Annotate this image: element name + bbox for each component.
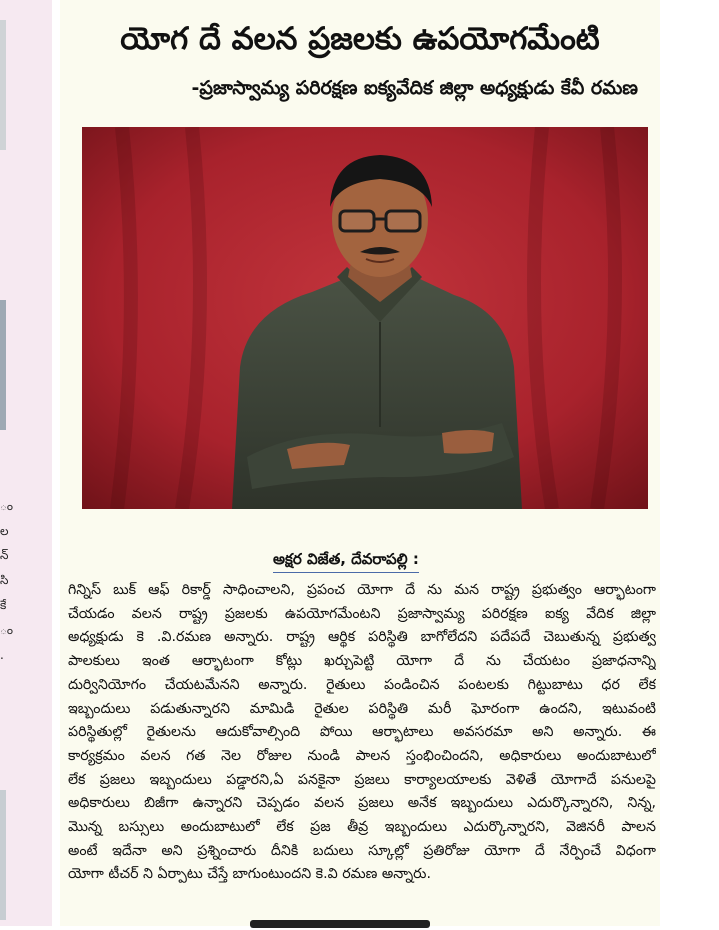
body-line: గిన్నిస్ బుక్ ఆఫ్ రికార్డ్ సాధించాలని, ప్రపంచ యోగా దే ను మన రాష్ట్ర ప్రభుత్వం ఆర్భాటంగా — [68, 582, 656, 598]
body-line: అధ్యక్షుడు కె .వి.రమణ అన్నారు. రాష్ట్ర ఆర్థిక పరిస్థితి బాగోలేదని పదేపదే చెబుతున్న ప్రభుత్వ — [68, 629, 656, 646]
article-subheadline: -ప్రజాస్వామ్య పరిరక్షణ ఐక్యవేదిక జిల్లా అధ్యక్షుడు కేవీ రమణ — [191, 77, 638, 99]
body-line: ఇబ్బందులు పడుతున్నారని మామిడి రైతుల పరిస్థితి మరీ ఘోరంగా ఉందని, ఇటువంటి — [68, 700, 656, 717]
news-article — [60, 0, 660, 926]
adjacent-text-fragment: న్ — [0, 548, 9, 562]
article-body — [68, 579, 656, 887]
body-line: అధికారులు బిజీగా ఉన్నారని చెప్పడం వలన ప్రజలు అనేక ఇబ్బందులు ఎదుర్కొన్నారని, నిన్న, — [68, 795, 656, 812]
next-article-headline-cropped — [250, 910, 550, 930]
body-line: చేయడం వలన రాష్ట్ర ప్రజలకు ఉపయోగమేంటని ప్రజాస్వామ్య పరిరక్షణ ఐక్య వేదిక జిల్లా — [68, 605, 656, 622]
body-line: దుర్వినియోగం చేయటమేనని అన్నారు. రైతులు పండించిన పంటలకు గిట్టుబాటు ధర లేక — [68, 676, 656, 693]
article-byline: అక్షర విజేత, దేవరాపల్లి : — [273, 548, 419, 573]
adjacent-text-fragment: సి — [0, 573, 9, 587]
body-line: అంటే ఇదేనా అని ప్రశ్నించారు దీనికి బదులు స్కూల్లో ప్రతిరోజు యోగా దే నేర్పించే విధంగా — [68, 842, 656, 859]
adjacent-text-fragment: కే — [0, 598, 7, 612]
body-line: లేక ప్రజలు ఇబ్బందులు పడ్డారని,ఏ పనకైనా ప్రజలు కార్యాలయాలకు వెళితే యోగాదే పనులపై — [68, 771, 656, 788]
adjacent-text-fragment: . — [0, 648, 4, 662]
adjacent-text-fragment: ల — [0, 524, 9, 538]
adjacent-text-fragment: ం — [0, 623, 14, 637]
article-headline: యోగ దే వలన ప్రజలకు ఉపయోగమేంటి — [120, 21, 600, 57]
body-line: పరిస్థితుల్లో రైతులను ఆదుకోవాల్సింది పోయి ఆర్భాటాలు అవసరమా అని అన్నారు. ఈ — [68, 724, 656, 741]
portrait-illustration — [82, 127, 648, 509]
body-line: కార్యక్రమం వలన గత నెల రోజుల నుండి పాలన స్తంభించిందని, అధికారులు అందుబాటులో — [68, 747, 656, 764]
adjacent-column-strip — [0, 0, 52, 926]
body-line: పాలకులు ఇంత ఆర్భాటంగా కోట్లు ఖర్చుపెట్టి యోగా దే ను చేయటం ప్రజాధనాన్ని — [68, 653, 656, 670]
body-line: మొన్న బస్సులు అందుబాటులో లేక ప్రజ తీవ్ర ఇబ్బందులు ఎదుర్కొన్నారని, వెజినరీ పాలన — [68, 819, 656, 836]
adjacent-photo-edge — [0, 790, 6, 920]
body-line: యోగా టీచర్ ని ఏర్పాటు చేస్తే బాగుంటుందని కె.వి రమణ అన్నారు. — [68, 866, 431, 883]
adjacent-photo-edge — [0, 300, 6, 430]
article-photo — [82, 127, 648, 509]
adjacent-photo-edge — [0, 20, 6, 150]
adjacent-text-fragment: ం — [0, 499, 14, 513]
